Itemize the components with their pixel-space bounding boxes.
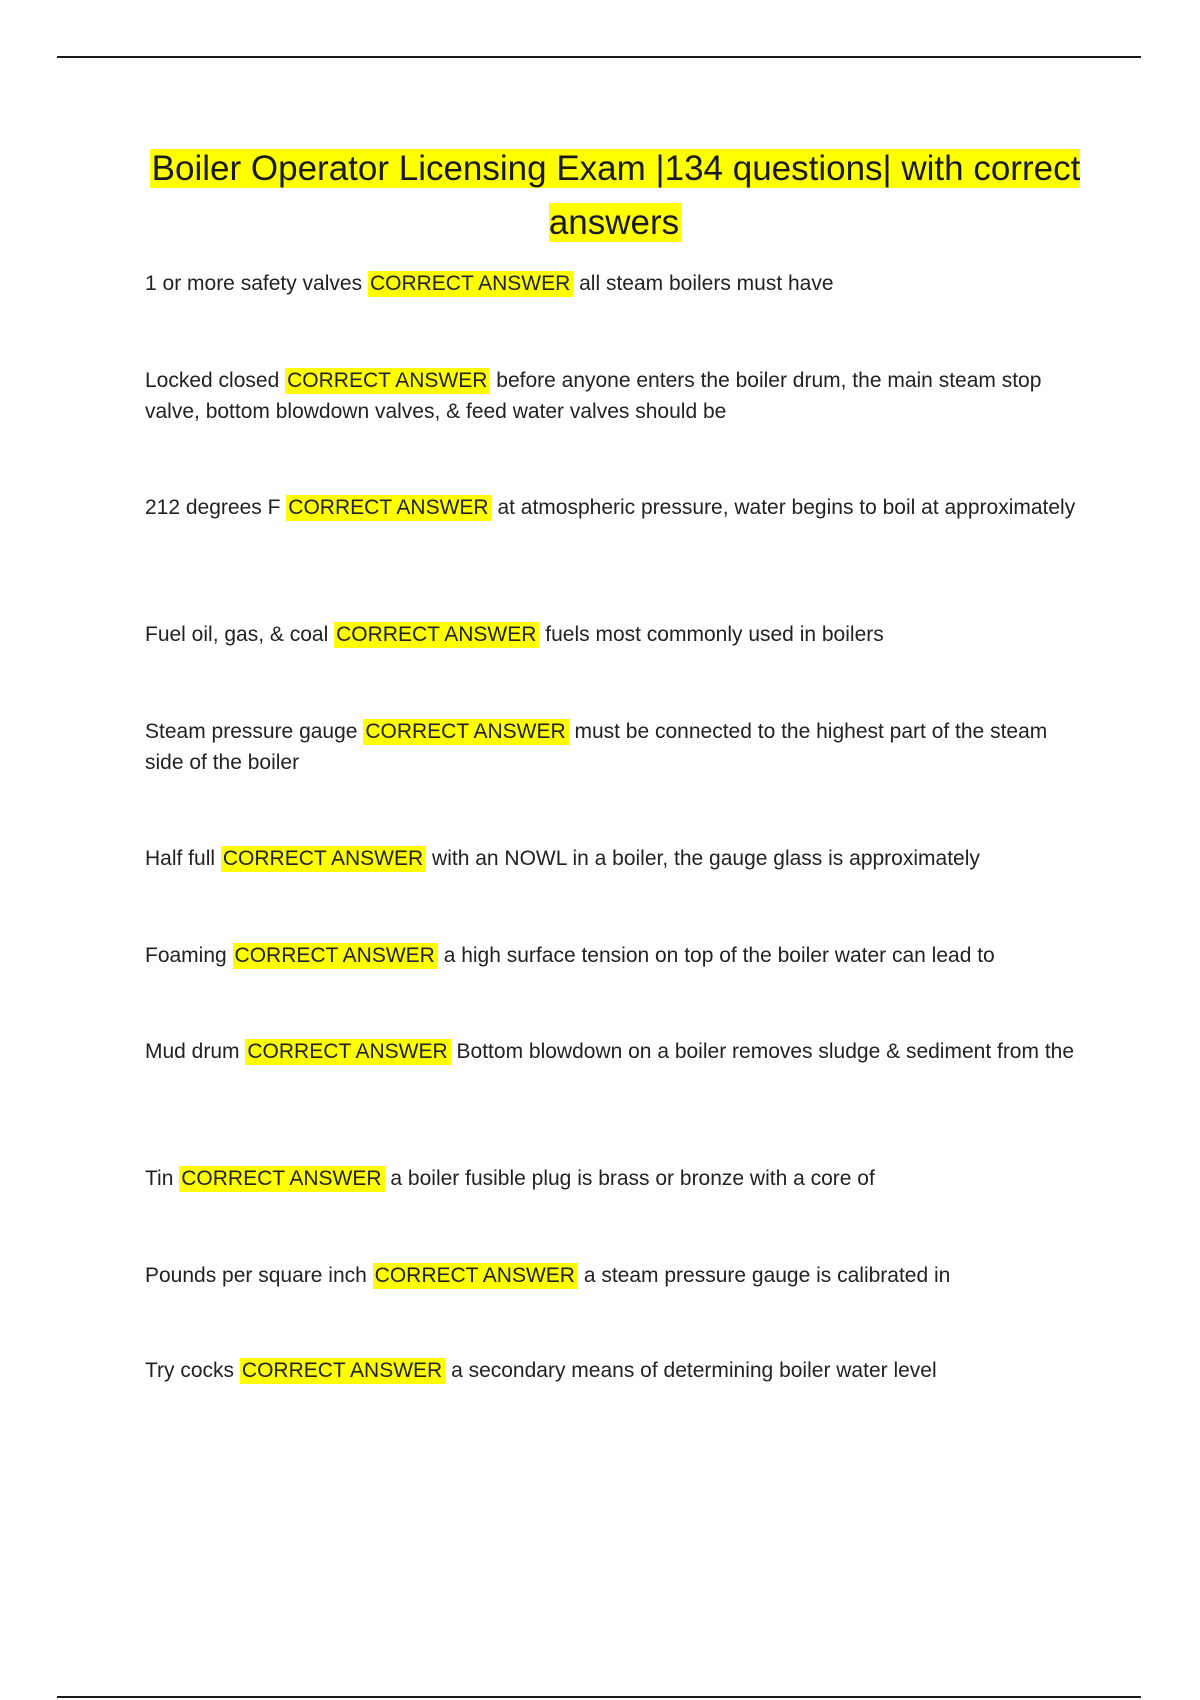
question-text: must be connected to the highest part of the steam side of the boiler (145, 720, 1048, 774)
qa-item-6 (145, 843, 1085, 874)
question-text: a high surface tension on top of the boiler water can lead to (443, 944, 995, 967)
question-text: all steam boilers must have (579, 272, 834, 295)
question-text: with an NOWL in a boiler, the gauge glass is approximately (432, 847, 980, 870)
document-title (145, 142, 1085, 250)
question-text: Bottom blowdown on a boiler removes sludge & sediment from the (456, 1040, 1075, 1063)
question-text: a boiler fusible plug is brass or bronze with a core of (390, 1167, 875, 1190)
answer-text: 1 or more safety valves (145, 272, 363, 295)
answer-text: Steam pressure gauge (145, 720, 358, 743)
correct-answer-tag: CORRECT ANSWER (240, 1358, 445, 1384)
qa-item-3 (145, 492, 1085, 523)
answer-text: Mud drum (145, 1040, 240, 1063)
question-text: a steam pressure gauge is calibrated in (583, 1264, 951, 1287)
qa-item-2 (145, 365, 1085, 427)
answer-text: Tin (145, 1167, 174, 1190)
answer-text: Locked closed (145, 369, 280, 392)
correct-answer-tag: CORRECT ANSWER (245, 1039, 450, 1065)
qa-item-10 (145, 1260, 1085, 1291)
question-text: fuels most commonly used in boilers (545, 623, 884, 646)
bottom-rule (57, 1696, 1141, 1698)
qa-item-11 (145, 1355, 1085, 1386)
correct-answer-tag: CORRECT ANSWER (233, 943, 438, 969)
question-text: a secondary means of determining boiler water level (451, 1359, 937, 1382)
question-text: before anyone enters the boiler drum, the main steam stop valve, bottom blowdown valves, & feed water valves should be (145, 369, 1042, 423)
correct-answer-tag: CORRECT ANSWER (221, 846, 426, 872)
qa-item-1 (145, 268, 1085, 299)
correct-answer-tag: CORRECT ANSWER (363, 719, 568, 745)
correct-answer-tag: CORRECT ANSWER (179, 1166, 384, 1192)
qa-item-4 (145, 619, 1085, 650)
correct-answer-tag: CORRECT ANSWER (286, 495, 491, 521)
qa-item-7 (145, 940, 1085, 971)
qa-item-5 (145, 716, 1085, 778)
correct-answer-tag: CORRECT ANSWER (334, 622, 539, 648)
correct-answer-tag: CORRECT ANSWER (373, 1263, 578, 1289)
answer-text: Half full (145, 847, 216, 870)
answer-text: Foaming (145, 944, 227, 967)
top-rule (57, 56, 1141, 58)
title-highlight: Boiler Operator Licensing Exam |134 questions| with correct answers (151, 149, 1081, 242)
answer-text: Pounds per square inch (145, 1264, 367, 1287)
correct-answer-tag: CORRECT ANSWER (368, 271, 573, 297)
correct-answer-tag: CORRECT ANSWER (285, 368, 490, 394)
qa-item-8 (145, 1036, 1085, 1067)
question-text: at atmospheric pressure, water begins to boil at approximately (497, 496, 1076, 519)
qa-item-9 (145, 1163, 1085, 1194)
answer-text: 212 degrees F (145, 496, 281, 519)
answer-text: Fuel oil, gas, & coal (145, 623, 329, 646)
answer-text: Try cocks (145, 1359, 235, 1382)
